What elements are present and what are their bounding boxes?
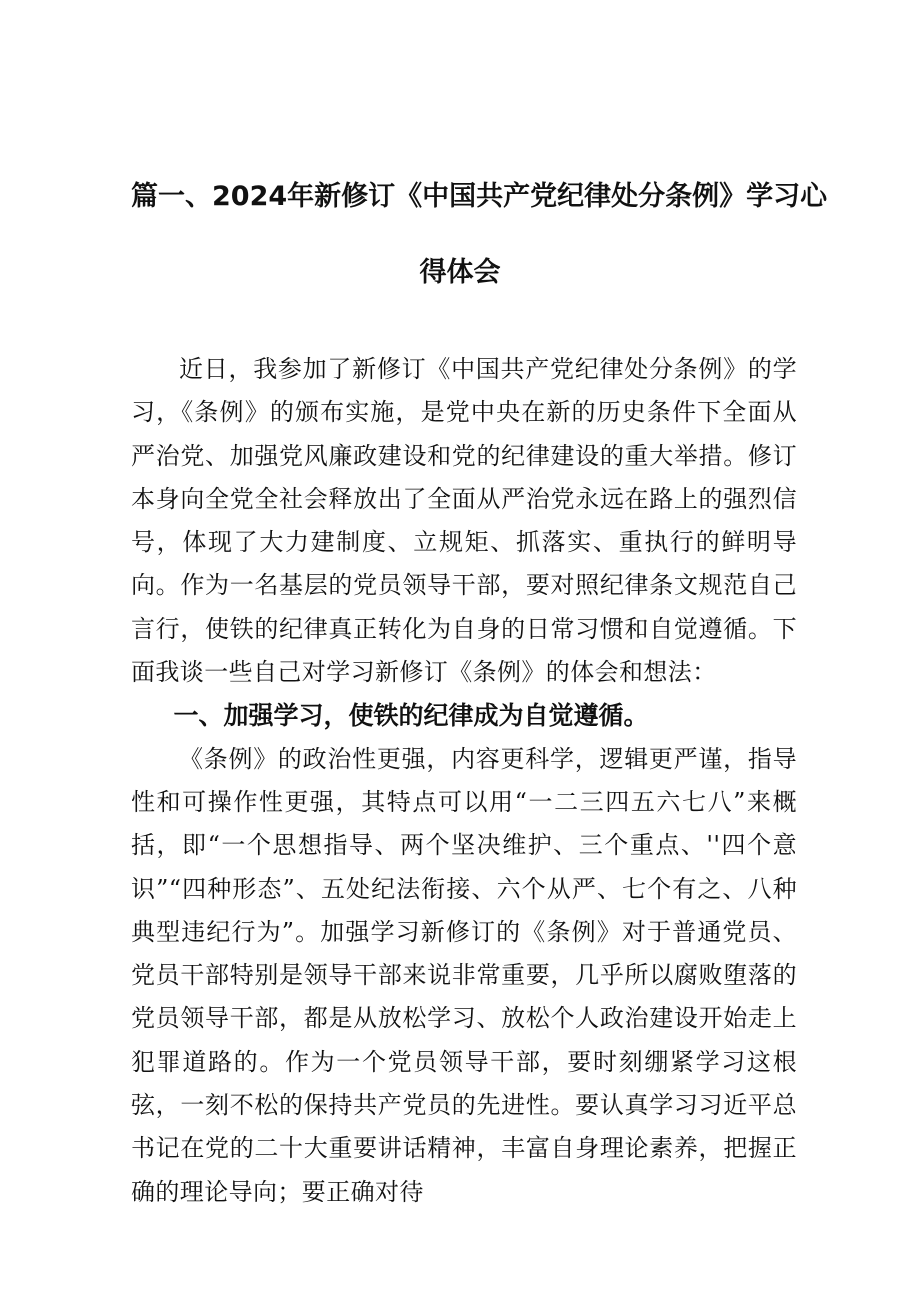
- section-heading: 一、加强学习，使铁的纪律成为自觉遵循。: [173, 701, 649, 731]
- document-title-line-2: 得体会: [419, 257, 501, 288]
- section-paragraph: 《条例》的政治性更强，内容更科学，逻辑更严谨，指导性和可操作性更强，其特点可以用“一二三四五六七八”来概括，即“一个思想指导、两个坚决维护、三个重点、''四个意识”“四种形态”、五处纪法衔接、六个从严、七个有之、八种典型违纪行为”。加强学习新修订的《条例》对于普通党员、党员干部特别是领导干部来说非常重要，几乎所以腐败堕落的党员领导干部，都是从放松学习、放松个人政治建设开始走上犯罪道路的。作为一个党员领导干部，要时刻绷紧学习这根弦，一刻不松的保持共产党员的先进性。要认真学习习近平总书记在党的二十大重要讲话精神，丰富自身理论素养，把握正确的理论导向；要正确对待: [131, 744, 797, 1206]
- document-body: [131, 348, 797, 1214]
- intro-paragraph: 近日，我参加了新修订《中国共产党纪律处分条例》的学习，《条例》的颁布实施，是党中央在新的历史条件下全面从严治党、加强党风廉政建设和党的纪律建设的重大举措。修订本身向全党全社会释放出了全面从严治党永远在路上的强烈信号，体现了大力建制度、立规矩、抓落实、重执行的鲜明导向。作为一名基层的党员领导干部，要对照纪律条文规范自己言行，使铁的纪律真正转化为自身的日常习惯和自觉遵循。下面我谈一些自己对学习新修订《条例》的体会和想法：: [131, 355, 797, 687]
- document-title-line-1: 篇一、2024年新修订《中国共产党纪律处分条例》学习心: [131, 181, 828, 212]
